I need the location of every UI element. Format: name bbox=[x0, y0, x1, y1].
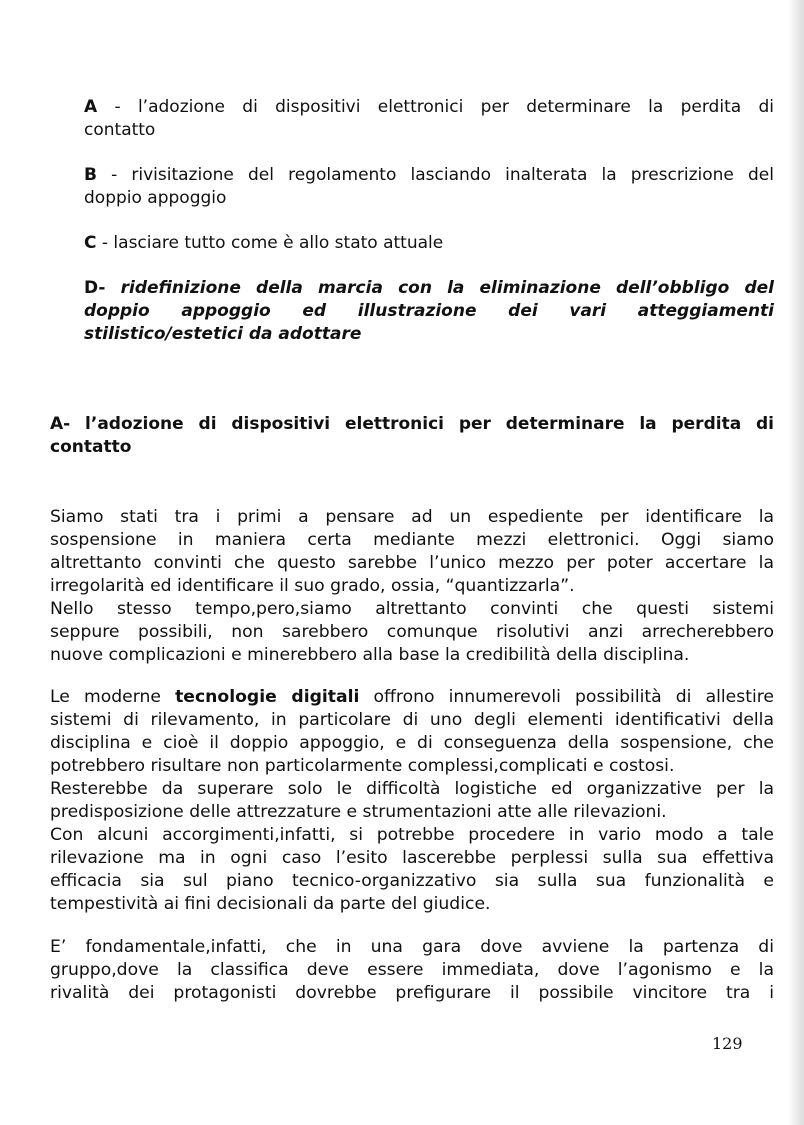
paragraph-line: Siamo stati tra i primi a pensare ad un espediente per identificare la bbox=[50, 507, 774, 527]
option-text: - l’adozione di dispositivi elettronici per determinare la perdita di bbox=[97, 97, 774, 117]
paragraph-line: tempestività ai fini decisionali da parte del giudice. bbox=[50, 894, 491, 914]
section-heading bbox=[50, 413, 774, 459]
option-text: ridefinizione della marcia con la eliminazione dell’obbligo del bbox=[105, 278, 774, 298]
option-text: stilistico/estetici da adottare bbox=[84, 324, 362, 344]
paragraph-line: nuove complicazioni e minerebbero alla base la credibilità della disciplina. bbox=[50, 645, 690, 665]
paragraph-line: sospensione in maniera certa mediante mezzi elettronici. Oggi siamo bbox=[50, 530, 774, 550]
option-letter: B bbox=[84, 165, 97, 185]
paragraph-line: potrebbero risultare non particolarmente complessi,complicati e costosi. bbox=[50, 756, 675, 776]
heading-line: contatto bbox=[50, 437, 132, 457]
option-letter: A bbox=[84, 97, 98, 117]
paragraph-line: rivalità dei protagonisti dovrebbe prefigurare il possibile vincitore tra i bbox=[50, 983, 774, 1003]
paragraph-line: irregolarità ed identificare il suo grado, ossia, “quantizzarla”. bbox=[50, 576, 575, 596]
paragraph-line: sistemi di rilevamento, in particolare di uno degli elementi identificativi della bbox=[50, 710, 774, 730]
paragraph-text: Le moderne bbox=[50, 687, 176, 707]
option-letter: C bbox=[84, 233, 97, 253]
paragraph-line: rilevazione ma in ogni caso l’esito lascerebbe perplessi sulla sua effettiva bbox=[50, 848, 774, 868]
page-edge-shadow bbox=[788, 0, 804, 1125]
bold-term: tecnologie digitali bbox=[175, 687, 360, 707]
paragraph-line: E’ fondamentale,infatti, che in una gara dove avviene la partenza di bbox=[50, 937, 774, 957]
paragraph-3 bbox=[50, 936, 774, 1005]
option-text: - rivisitazione del regolamento lasciando inalterata la prescrizione del bbox=[96, 165, 774, 185]
page-number: 129 bbox=[712, 1034, 743, 1053]
option-text: doppio appoggio ed illustrazione dei vari atteggiamenti bbox=[84, 301, 774, 321]
paragraph-line: Resterebbe da superare solo le difficoltà logistiche ed organizzative per la bbox=[50, 779, 774, 799]
paragraph-2 bbox=[50, 686, 774, 916]
paragraph-1 bbox=[50, 506, 774, 667]
paragraph-line: Nello stesso tempo,pero,siamo altrettanto convinti che questi sistemi bbox=[50, 599, 774, 619]
option-b bbox=[84, 164, 774, 210]
option-text: - lasciare tutto come è allo stato attuale bbox=[96, 233, 444, 253]
paragraph-line: predisposizione delle attrezzature e strumentazioni atte alle rilevazioni. bbox=[50, 802, 667, 822]
option-a bbox=[84, 96, 774, 142]
paragraph-line: altrettanto convinti che questo sarebbe l’unico mezzo per poter accertare la bbox=[50, 553, 774, 573]
option-text: contatto bbox=[84, 120, 156, 140]
heading-line: A- l’adozione di dispositivi elettronici per determinare la perdita di bbox=[50, 414, 774, 434]
option-d bbox=[84, 277, 774, 346]
paragraph-line: gruppo,dove la classifica deve essere immediata, dove l’agonismo e la bbox=[50, 960, 774, 980]
option-letter: D- bbox=[84, 278, 106, 298]
paragraph-line: Con alcuni accorgimenti,infatti, si potrebbe procedere in vario modo a tale bbox=[50, 825, 774, 845]
paragraph-line: disciplina e cioè il doppio appoggio, e di conseguenza della sospensione, che bbox=[50, 733, 774, 753]
paragraph-line: efficacia sia sul piano tecnico-organizzativo sia sulla sua funzionalità e bbox=[50, 871, 774, 891]
option-text: doppio appoggio bbox=[84, 188, 227, 208]
paragraph-line: seppure possibili, non sarebbero comunque risolutivi anzi arrecherebbero bbox=[50, 622, 774, 642]
option-c bbox=[84, 232, 774, 255]
paragraph-text: offrono innumerevoli possibilità di allestire bbox=[359, 687, 774, 707]
